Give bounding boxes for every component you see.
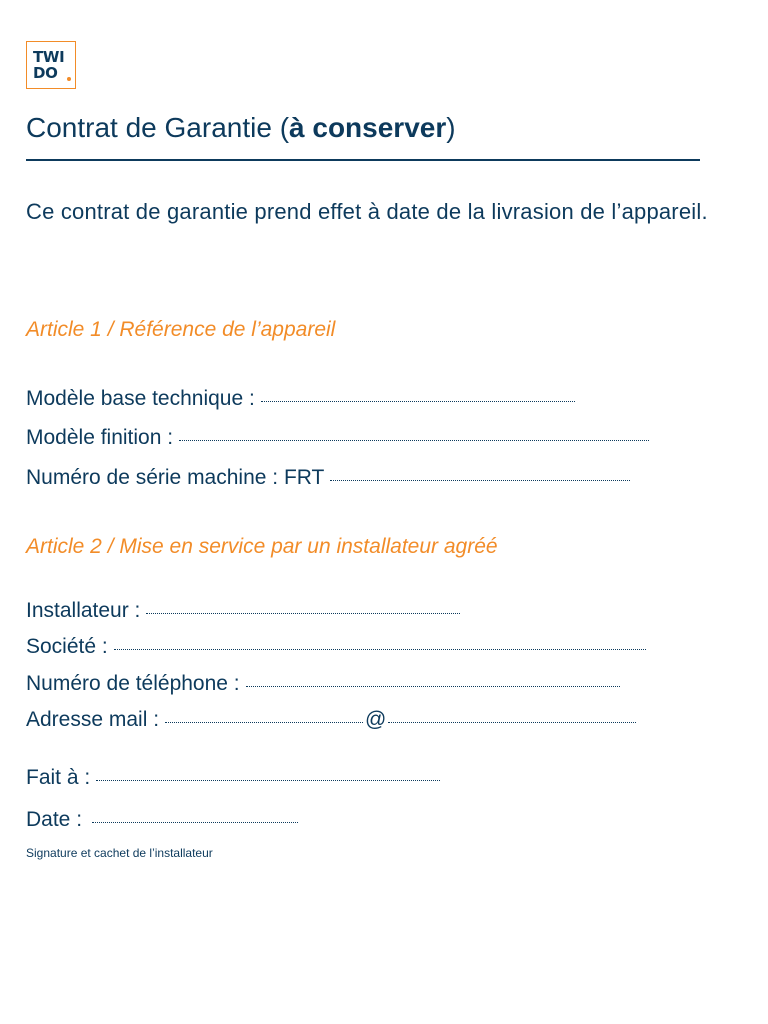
installer-blank[interactable] (146, 612, 460, 614)
phone-blank[interactable] (246, 685, 620, 687)
title-main: Contrat de Garantie ( (26, 112, 290, 143)
article-2-heading: Article 2 / Mise en service par un installateur agréé (26, 535, 498, 558)
model-finish-blank[interactable] (179, 439, 649, 441)
title-close: ) (446, 112, 456, 143)
twido-logo (26, 41, 76, 89)
place-label: Fait à : (26, 766, 91, 789)
date-blank[interactable] (92, 821, 298, 823)
date-field[interactable] (26, 808, 298, 832)
place-field[interactable] (26, 766, 440, 790)
logo-dot-icon (67, 77, 71, 81)
model-base-field[interactable] (26, 387, 575, 411)
email-at-sign: @ (365, 708, 387, 731)
signature-caption: Signature et cachet de l’installateur (26, 846, 213, 860)
phone-label: Numéro de téléphone : (26, 672, 240, 695)
phone-field[interactable] (26, 672, 620, 696)
installer-label: Installateur : (26, 599, 141, 622)
model-base-label: Modèle base technique : (26, 387, 255, 410)
logo-line-1: TWI (33, 48, 65, 66)
email-domain-blank[interactable] (388, 721, 636, 723)
email-label: Adresse mail : (26, 708, 160, 731)
email-user-blank[interactable] (165, 721, 363, 723)
place-blank[interactable] (96, 779, 440, 781)
title-divider (26, 159, 700, 161)
company-label: Société : (26, 635, 108, 658)
model-base-blank[interactable] (261, 400, 575, 402)
article-1-heading: Article 1 / Référence de l’appareil (26, 318, 336, 341)
model-finish-label: Modèle finition : (26, 426, 174, 449)
model-finish-field[interactable] (26, 426, 649, 450)
serial-number-label: Numéro de série machine : FRT (26, 466, 325, 489)
serial-number-field[interactable] (26, 466, 630, 490)
page-title (26, 112, 456, 144)
date-label: Date : (26, 808, 83, 831)
serial-number-blank[interactable] (330, 479, 630, 481)
logo-line-2: DO (33, 64, 58, 82)
installer-field[interactable] (26, 599, 460, 623)
company-blank[interactable] (114, 648, 646, 650)
title-bold: à conserver (289, 112, 447, 143)
intro-paragraph: Ce contrat de garantie prend effet à date de la livrasion de l’appareil. (26, 199, 708, 224)
email-field[interactable] (26, 708, 636, 732)
company-field[interactable] (26, 635, 646, 659)
